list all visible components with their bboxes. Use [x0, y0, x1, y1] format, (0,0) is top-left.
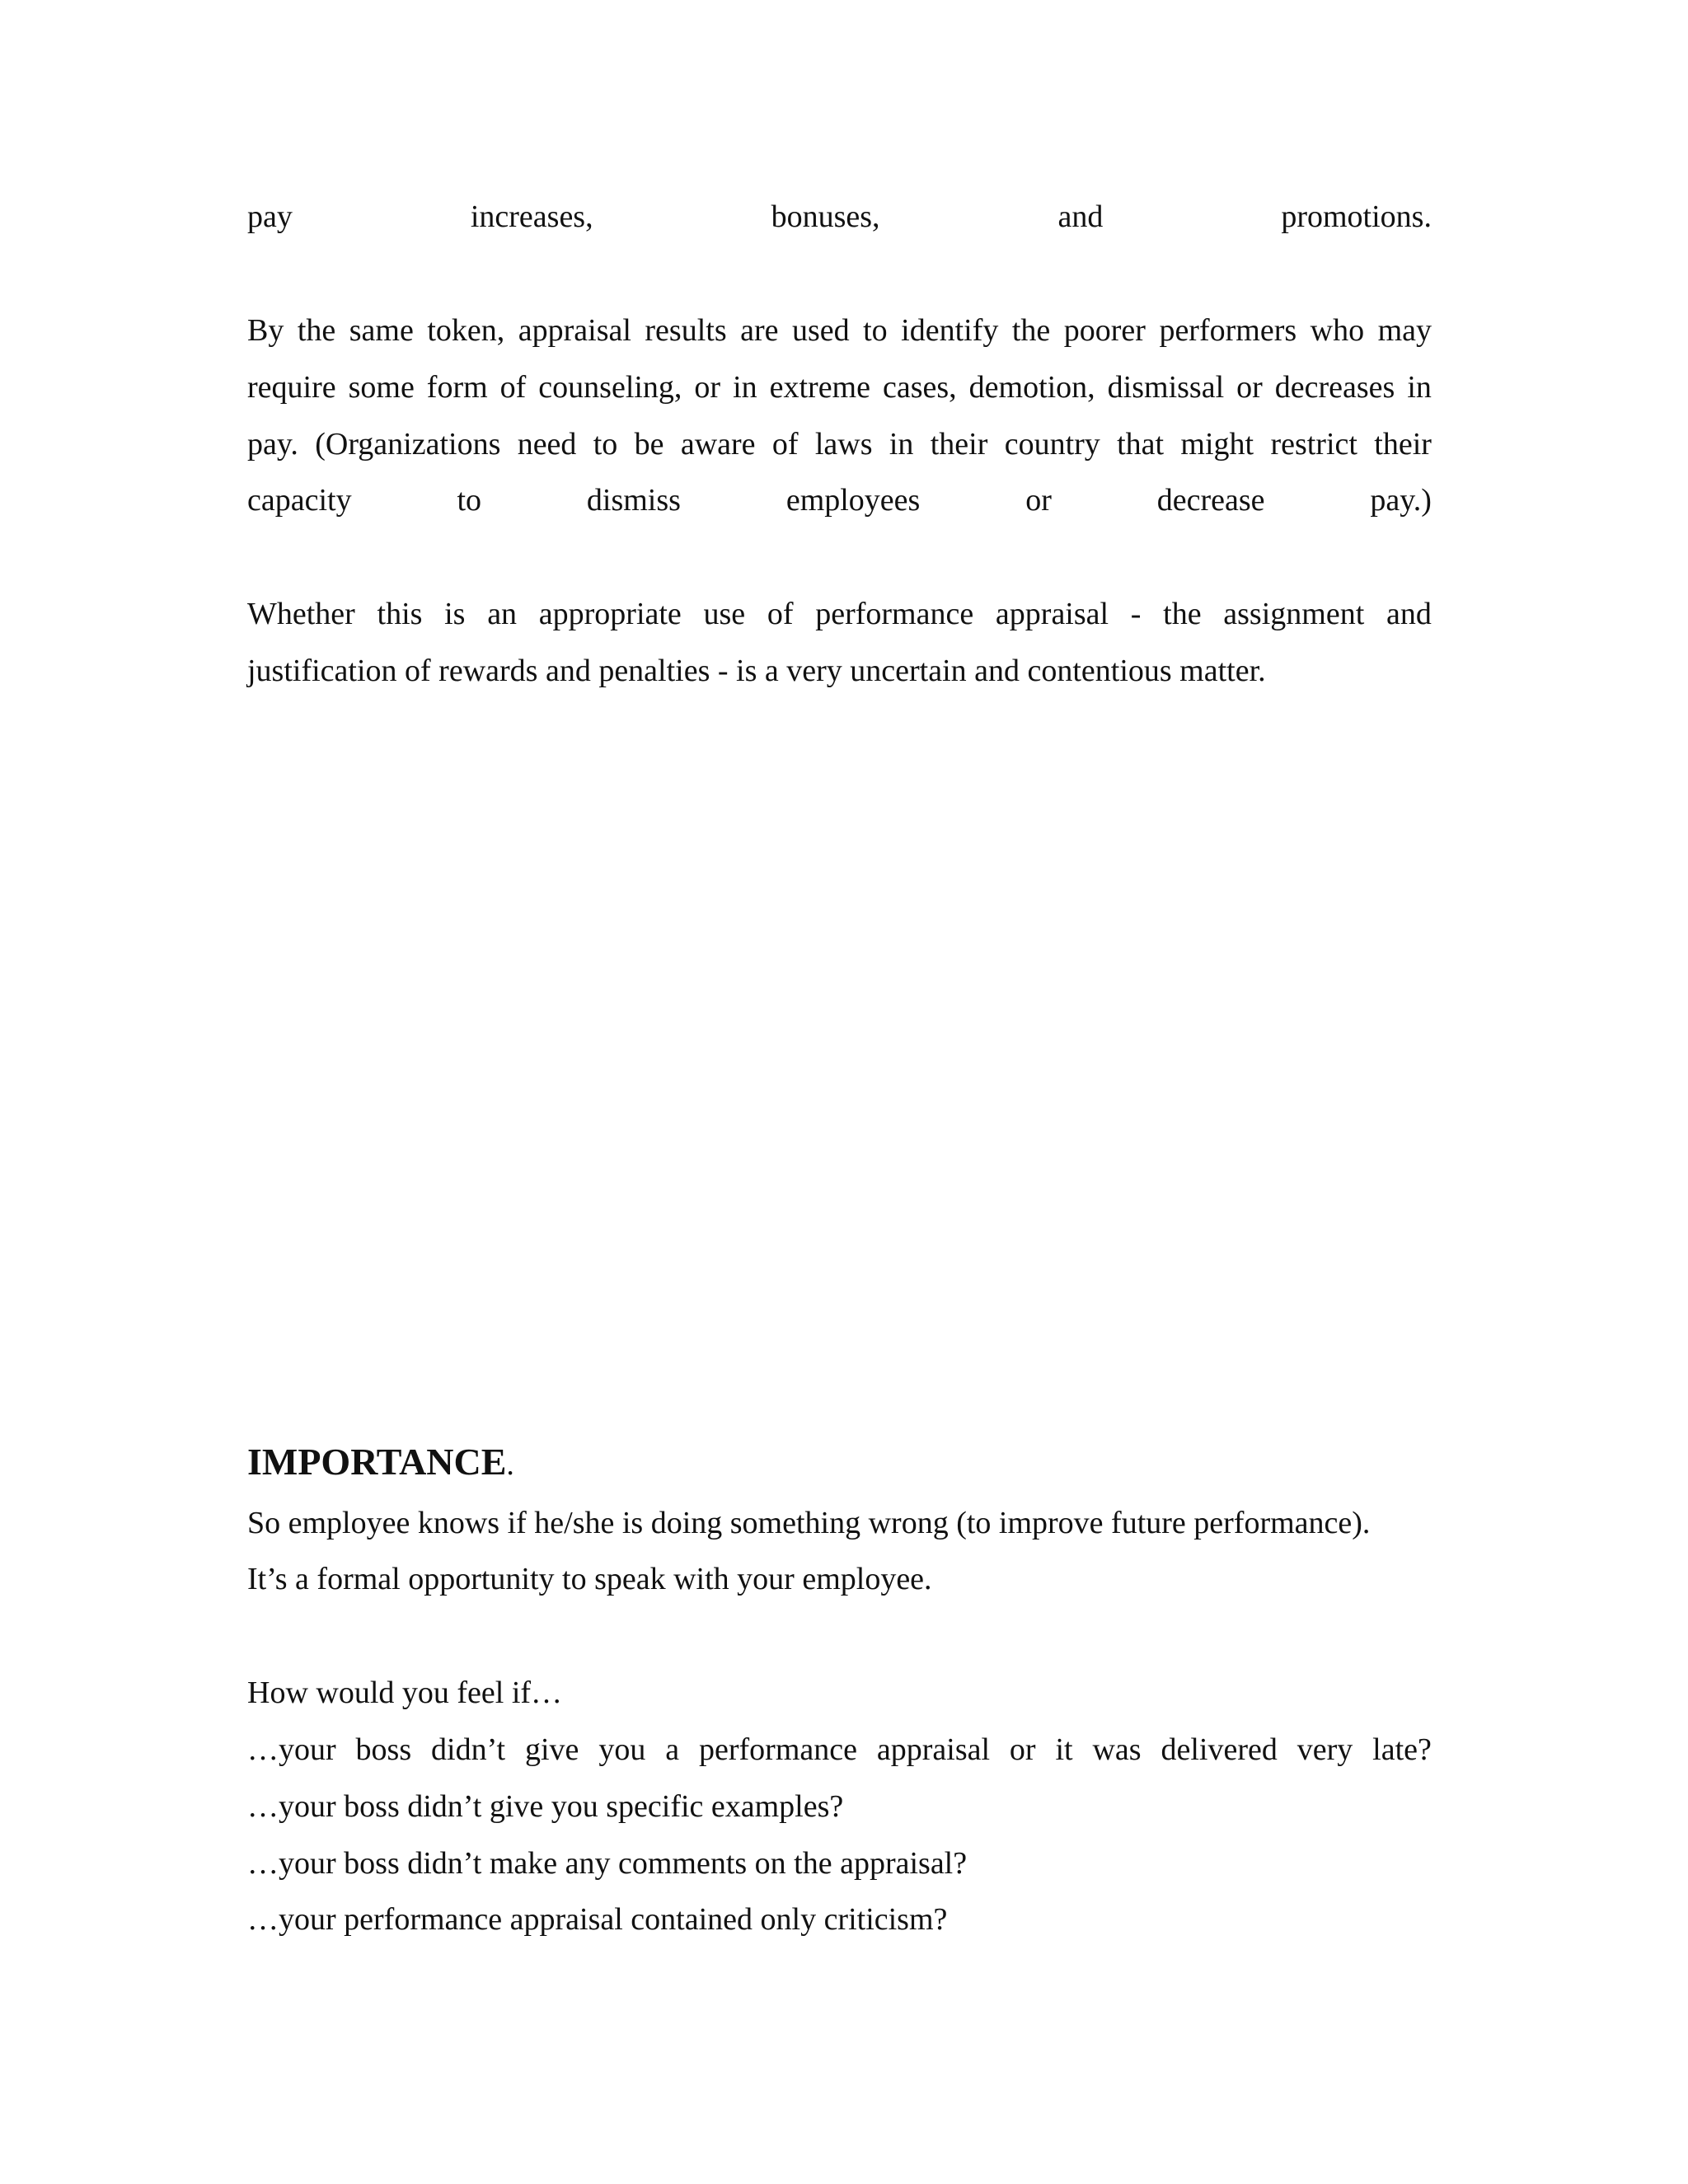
word: to: [457, 483, 482, 518]
word: form: [426, 370, 488, 405]
paragraph-3-line-2: justification of rewards and penalties - is a very uncertain and contentious matter.: [247, 654, 1266, 688]
word: same: [349, 313, 414, 348]
word: capacity: [247, 483, 352, 518]
word: you: [598, 1732, 646, 1767]
word: pay.: [247, 427, 298, 462]
word: very: [1296, 1732, 1353, 1767]
importance-heading: [247, 1439, 514, 1488]
word: …your: [247, 1732, 336, 1767]
word: of: [499, 370, 527, 405]
word: appraisal: [995, 597, 1109, 631]
word: performance: [698, 1732, 857, 1767]
word: give: [525, 1732, 579, 1767]
word: results: [645, 313, 727, 348]
word: identify: [901, 313, 999, 348]
word: may: [1377, 313, 1432, 348]
word: By: [247, 313, 284, 348]
word: appropriate: [538, 597, 682, 631]
word: might: [1180, 427, 1254, 462]
word: demotion,: [968, 370, 1095, 405]
paragraph-2-line-1: [247, 312, 1432, 349]
importance-heading-period: .: [506, 1447, 514, 1482]
word: this: [377, 597, 423, 631]
word: the: [1163, 597, 1202, 631]
importance-heading-text: IMPORTANCE: [247, 1441, 507, 1483]
question-1: [247, 1731, 1432, 1769]
word: are: [740, 313, 779, 348]
word: in: [889, 427, 914, 462]
word: in: [733, 370, 757, 405]
word: increases,: [470, 199, 593, 234]
questions-intro: How would you feel if…: [247, 1675, 563, 1710]
word: restrict: [1270, 427, 1357, 462]
word: Whether: [247, 597, 355, 631]
word: token,: [427, 313, 505, 348]
word: dismiss: [586, 483, 681, 518]
word: pay.): [1370, 483, 1432, 518]
word: their: [1374, 427, 1432, 462]
word: their: [930, 427, 988, 462]
word: require: [247, 370, 336, 405]
word: decrease: [1156, 483, 1265, 518]
word: to: [863, 313, 888, 348]
word: laws: [814, 427, 873, 462]
word: counseling,: [538, 370, 682, 405]
word: and: [1386, 597, 1432, 631]
word: the: [1011, 313, 1051, 348]
word: bonuses,: [771, 199, 880, 234]
word: didn’t: [431, 1732, 506, 1767]
word: an: [487, 597, 518, 631]
question-3: …your boss didn’t make any comments on the appraisal?: [247, 1846, 968, 1881]
word: appraisal: [876, 1732, 991, 1767]
word: employees: [785, 483, 921, 518]
word: in: [1407, 370, 1432, 405]
question-4: …your performance appraisal contained only criticism?: [247, 1902, 948, 1937]
word: it: [1055, 1732, 1073, 1767]
word: country: [1004, 427, 1100, 462]
word: or: [1236, 370, 1263, 405]
word: of: [767, 597, 794, 631]
paragraph-2-line-3: [247, 425, 1432, 463]
word: and: [1057, 199, 1104, 234]
word: was: [1092, 1732, 1142, 1767]
word: pay: [247, 199, 293, 234]
word: late?: [1372, 1732, 1432, 1767]
word: or: [1025, 483, 1052, 518]
word: a: [665, 1732, 680, 1767]
word: delivered: [1160, 1732, 1278, 1767]
word: that: [1117, 427, 1165, 462]
importance-line-2: It’s a formal opportunity to speak with your employee.: [247, 1562, 932, 1596]
paragraph-2-line-4: [247, 481, 1432, 519]
word: (Organizations: [315, 427, 501, 462]
word: boss: [355, 1732, 412, 1767]
word: performers: [1159, 313, 1297, 348]
word: appraisal: [518, 313, 631, 348]
word: performance: [815, 597, 974, 631]
paragraph-2-line-2: [247, 368, 1432, 406]
importance-line-1: So employee knows if he/she is doing something wrong (to improve future performance).: [247, 1506, 1371, 1540]
word: decreases: [1274, 370, 1395, 405]
word: be: [634, 427, 664, 462]
word: is: [444, 597, 466, 631]
word: who: [1310, 313, 1365, 348]
word: aware: [680, 427, 756, 462]
word: dismissal: [1107, 370, 1225, 405]
word: the: [297, 313, 336, 348]
question-2: …your boss didn’t give you specific examples?: [247, 1789, 844, 1824]
word: or: [694, 370, 721, 405]
word: to: [593, 427, 618, 462]
word: some: [348, 370, 415, 405]
word: or: [1009, 1732, 1036, 1767]
word: extreme: [769, 370, 870, 405]
paragraph-3-line-1: [247, 595, 1432, 633]
word: poorer: [1063, 313, 1146, 348]
word: of: [771, 427, 799, 462]
word: cases,: [882, 370, 957, 405]
word: assignment: [1223, 597, 1365, 631]
word: -: [1130, 597, 1142, 631]
word: use: [703, 597, 746, 631]
word: promotions.: [1281, 199, 1432, 234]
word: used: [791, 313, 850, 348]
paragraph-1-line-1: [247, 198, 1432, 236]
word: need: [517, 427, 577, 462]
